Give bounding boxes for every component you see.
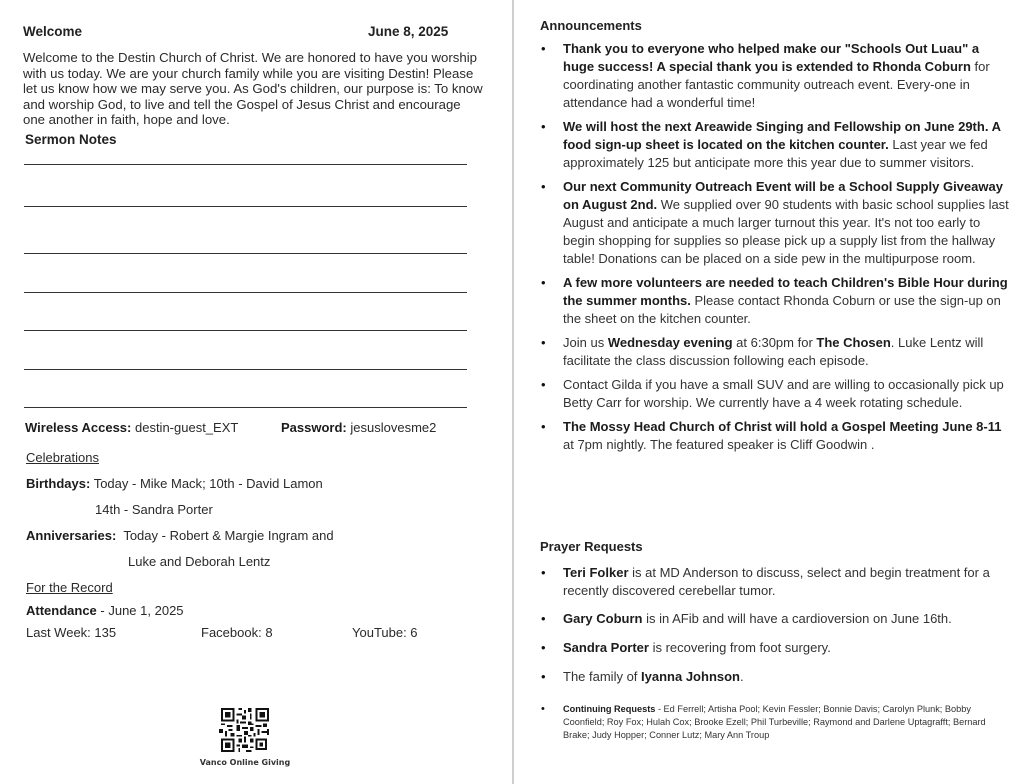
announcement-highlight: Our next Community Outreach Event will be a School Supply Giveaway on August 2nd. <box>563 179 1003 212</box>
bullet-icon: • <box>541 703 545 715</box>
announcement-text: We supplied over 90 students with basic school supplies last August and anticipate a much larger turnout this year. It's not too early to begin shopping for supplies so please pick up a supply list from the hallway table! Donations can be placed on a side pew in the multipurpose room. <box>563 197 1009 266</box>
last-week-count: Last Week: 135 <box>26 625 117 640</box>
prayer-item <box>541 610 1011 628</box>
announcement-item <box>541 418 1011 454</box>
anniversaries-label: Anniversaries: <box>26 528 117 543</box>
announcement-highlight: Thank you to everyone who helped make our "Schools Out Luau" a huge success! A special thank you is extended to Rhonda Coburn <box>563 41 980 74</box>
announcement-text: Join us <box>563 335 608 350</box>
announcement-item <box>541 40 1011 112</box>
announcement-item <box>541 274 1011 328</box>
bullet-icon: • <box>541 669 546 684</box>
sermon-notes-title: Sermon Notes <box>25 132 117 147</box>
facebook-count: Facebook: 8 <box>201 625 273 640</box>
announcement-item <box>541 376 1011 412</box>
wireless-label: Wireless Access: <box>25 420 132 435</box>
sermon-note-line[interactable] <box>24 292 467 293</box>
page-fold-divider <box>512 0 514 784</box>
password-value: jesuslovesme2 <box>350 420 437 435</box>
bullet-icon: • <box>541 119 546 134</box>
prayer-text: is at MD Anderson to discuss, select and begin treatment for a recently discovered cerebellar tumor. <box>563 565 990 598</box>
anniversaries-line <box>26 528 334 543</box>
bullet-icon: • <box>541 179 546 194</box>
attendance-label: Attendance <box>26 603 97 618</box>
sermon-note-line[interactable] <box>24 164 467 165</box>
prayer-name: Gary Coburn <box>563 611 643 626</box>
announcement-text: Please contact Rhonda Coburn or use the sign-up on the sheet on the kitchen counter. <box>563 293 1001 326</box>
bullet-icon: • <box>541 419 546 434</box>
announcement-text: at 6:30pm for <box>732 335 817 350</box>
prayer-name: Iyanna Johnson <box>641 669 740 684</box>
bulletin-right-page <box>515 0 1024 784</box>
prayer-requests-list <box>541 564 1011 686</box>
birthdays-line <box>26 476 323 491</box>
birthdays-label: Birthdays: <box>26 476 91 491</box>
announcement-highlight: Wednesday evening <box>607 335 733 350</box>
prayer-item <box>541 668 1011 686</box>
sermon-note-line[interactable] <box>24 330 467 331</box>
continuing-requests-list <box>541 703 1011 742</box>
celebrations-title: Celebrations <box>26 450 99 465</box>
prayer-name: Teri Folker <box>563 565 629 580</box>
birthdays-line-2: 14th - Sandra Porter <box>95 502 213 517</box>
announcements-list <box>541 40 1011 454</box>
prayer-name: Sandra Porter <box>563 640 649 655</box>
youtube-count: YouTube: 6 <box>352 625 418 640</box>
attendance-line <box>26 603 184 618</box>
bullet-icon: • <box>541 565 546 580</box>
announcement-text: for coordinating another fantastic community outreach event. Every-one in attendance had a wonderful time! <box>563 59 990 110</box>
announcement-text: Contact Gilda if you have a small SUV and are willing to occasionally pick up Betty Carr for worship. We currently have a 4 week rotating schedule. <box>563 377 1004 410</box>
announcement-text: Last year we fed approximately 125 but anticipate more this year due to summer visitors. <box>563 137 988 170</box>
announcement-item <box>541 178 1011 268</box>
wireless-access <box>25 420 238 435</box>
bullet-icon: • <box>541 335 546 350</box>
welcome-title: Welcome <box>23 24 83 39</box>
qr-caption: Vanco Online Giving <box>199 758 291 767</box>
announcement-text: . Luke Lentz will facilitate the class discussion following each episode. <box>563 335 984 368</box>
prayer-item <box>541 564 1011 600</box>
prayer-requests-title: Prayer Requests <box>540 539 643 554</box>
password-label: Password: <box>281 420 347 435</box>
birthdays-today-name: Mike Mack <box>139 476 203 491</box>
wireless-password <box>281 420 436 435</box>
anniversaries-line-2: Luke and Deborah Lentz <box>128 554 271 569</box>
prayer-text: is in AFib and will have a cardioversion on June 16th. <box>642 611 952 626</box>
bullet-icon: • <box>541 377 546 392</box>
announcement-highlight: A few more volunteers are needed to teach Children's Bible Hour during the summer months. <box>563 275 1008 308</box>
bullet-icon: • <box>541 640 546 655</box>
announcement-text: at 7pm nightly. The featured speaker is Cliff Goodwin . <box>563 437 875 452</box>
for-the-record-title: For the Record <box>26 580 113 595</box>
announcement-highlight: The Mossy Head Church of Christ will hold a Gospel Meeting June 8-11 <box>563 419 1002 434</box>
announcements-title: Announcements <box>540 18 642 33</box>
continuing-requests-label: Continuing Requests <box>563 704 656 714</box>
announcement-highlight: We will host the next Areawide Singing and Fellowship on June 29th. A food sign-up sheet is located on the kitchen counter. <box>563 119 1001 152</box>
sermon-note-line[interactable] <box>24 253 467 254</box>
announcement-highlight: The Chosen <box>816 335 891 350</box>
prayer-item <box>541 639 1011 657</box>
prayer-text: . <box>740 669 744 684</box>
announcement-item <box>541 334 1011 370</box>
sermon-note-line[interactable] <box>24 206 467 207</box>
qr-code-icon[interactable] <box>218 706 272 754</box>
bullet-icon: • <box>541 611 546 626</box>
birthdays-10th: ; 10th - David Lamon <box>202 476 323 491</box>
sermon-note-line[interactable] <box>24 407 467 408</box>
bulletin-date: June 8, 2025 <box>368 24 449 39</box>
announcement-item <box>541 118 1011 172</box>
continuing-requests-names: - Ed Ferrell; Artisha Pool; Kevin Fessler; Bonnie Davis; Carolyn Plunk; Bobby Coonfield; Roy Fox; Hulah Cox; Brooke Ezell; Phil Turbeville; Raymond and Darlene Uptagrafft; Bernard Brake; Judy Hopper; Conner Lutz; Mary Ann Troup <box>563 704 986 740</box>
anniversaries-line-1: Today - Robert & Margie Ingram and <box>123 528 334 543</box>
attendance-date: - June 1, 2025 <box>96 603 184 618</box>
bullet-icon: • <box>541 41 546 56</box>
welcome-message: Welcome to the Destin Church of Christ. We are honored to have you worship with us today. We are your church family while you are visiting Destin! Please let us know how we may serve you. As God's children, our purpose is: To know and worship God, to live and tell the Gospel of Jesus Christ and encourage one another in faith, hope and love. <box>23 50 483 127</box>
prayer-text: is recovering from foot surgery. <box>648 640 831 655</box>
continuing-requests-item <box>541 703 1011 742</box>
sermon-note-line[interactable] <box>24 369 467 370</box>
wireless-network: destin-guest_EXT <box>134 420 239 435</box>
birthdays-today-prefix: Today - <box>93 476 140 491</box>
prayer-text: The family of <box>563 669 642 684</box>
bullet-icon: • <box>541 275 546 290</box>
